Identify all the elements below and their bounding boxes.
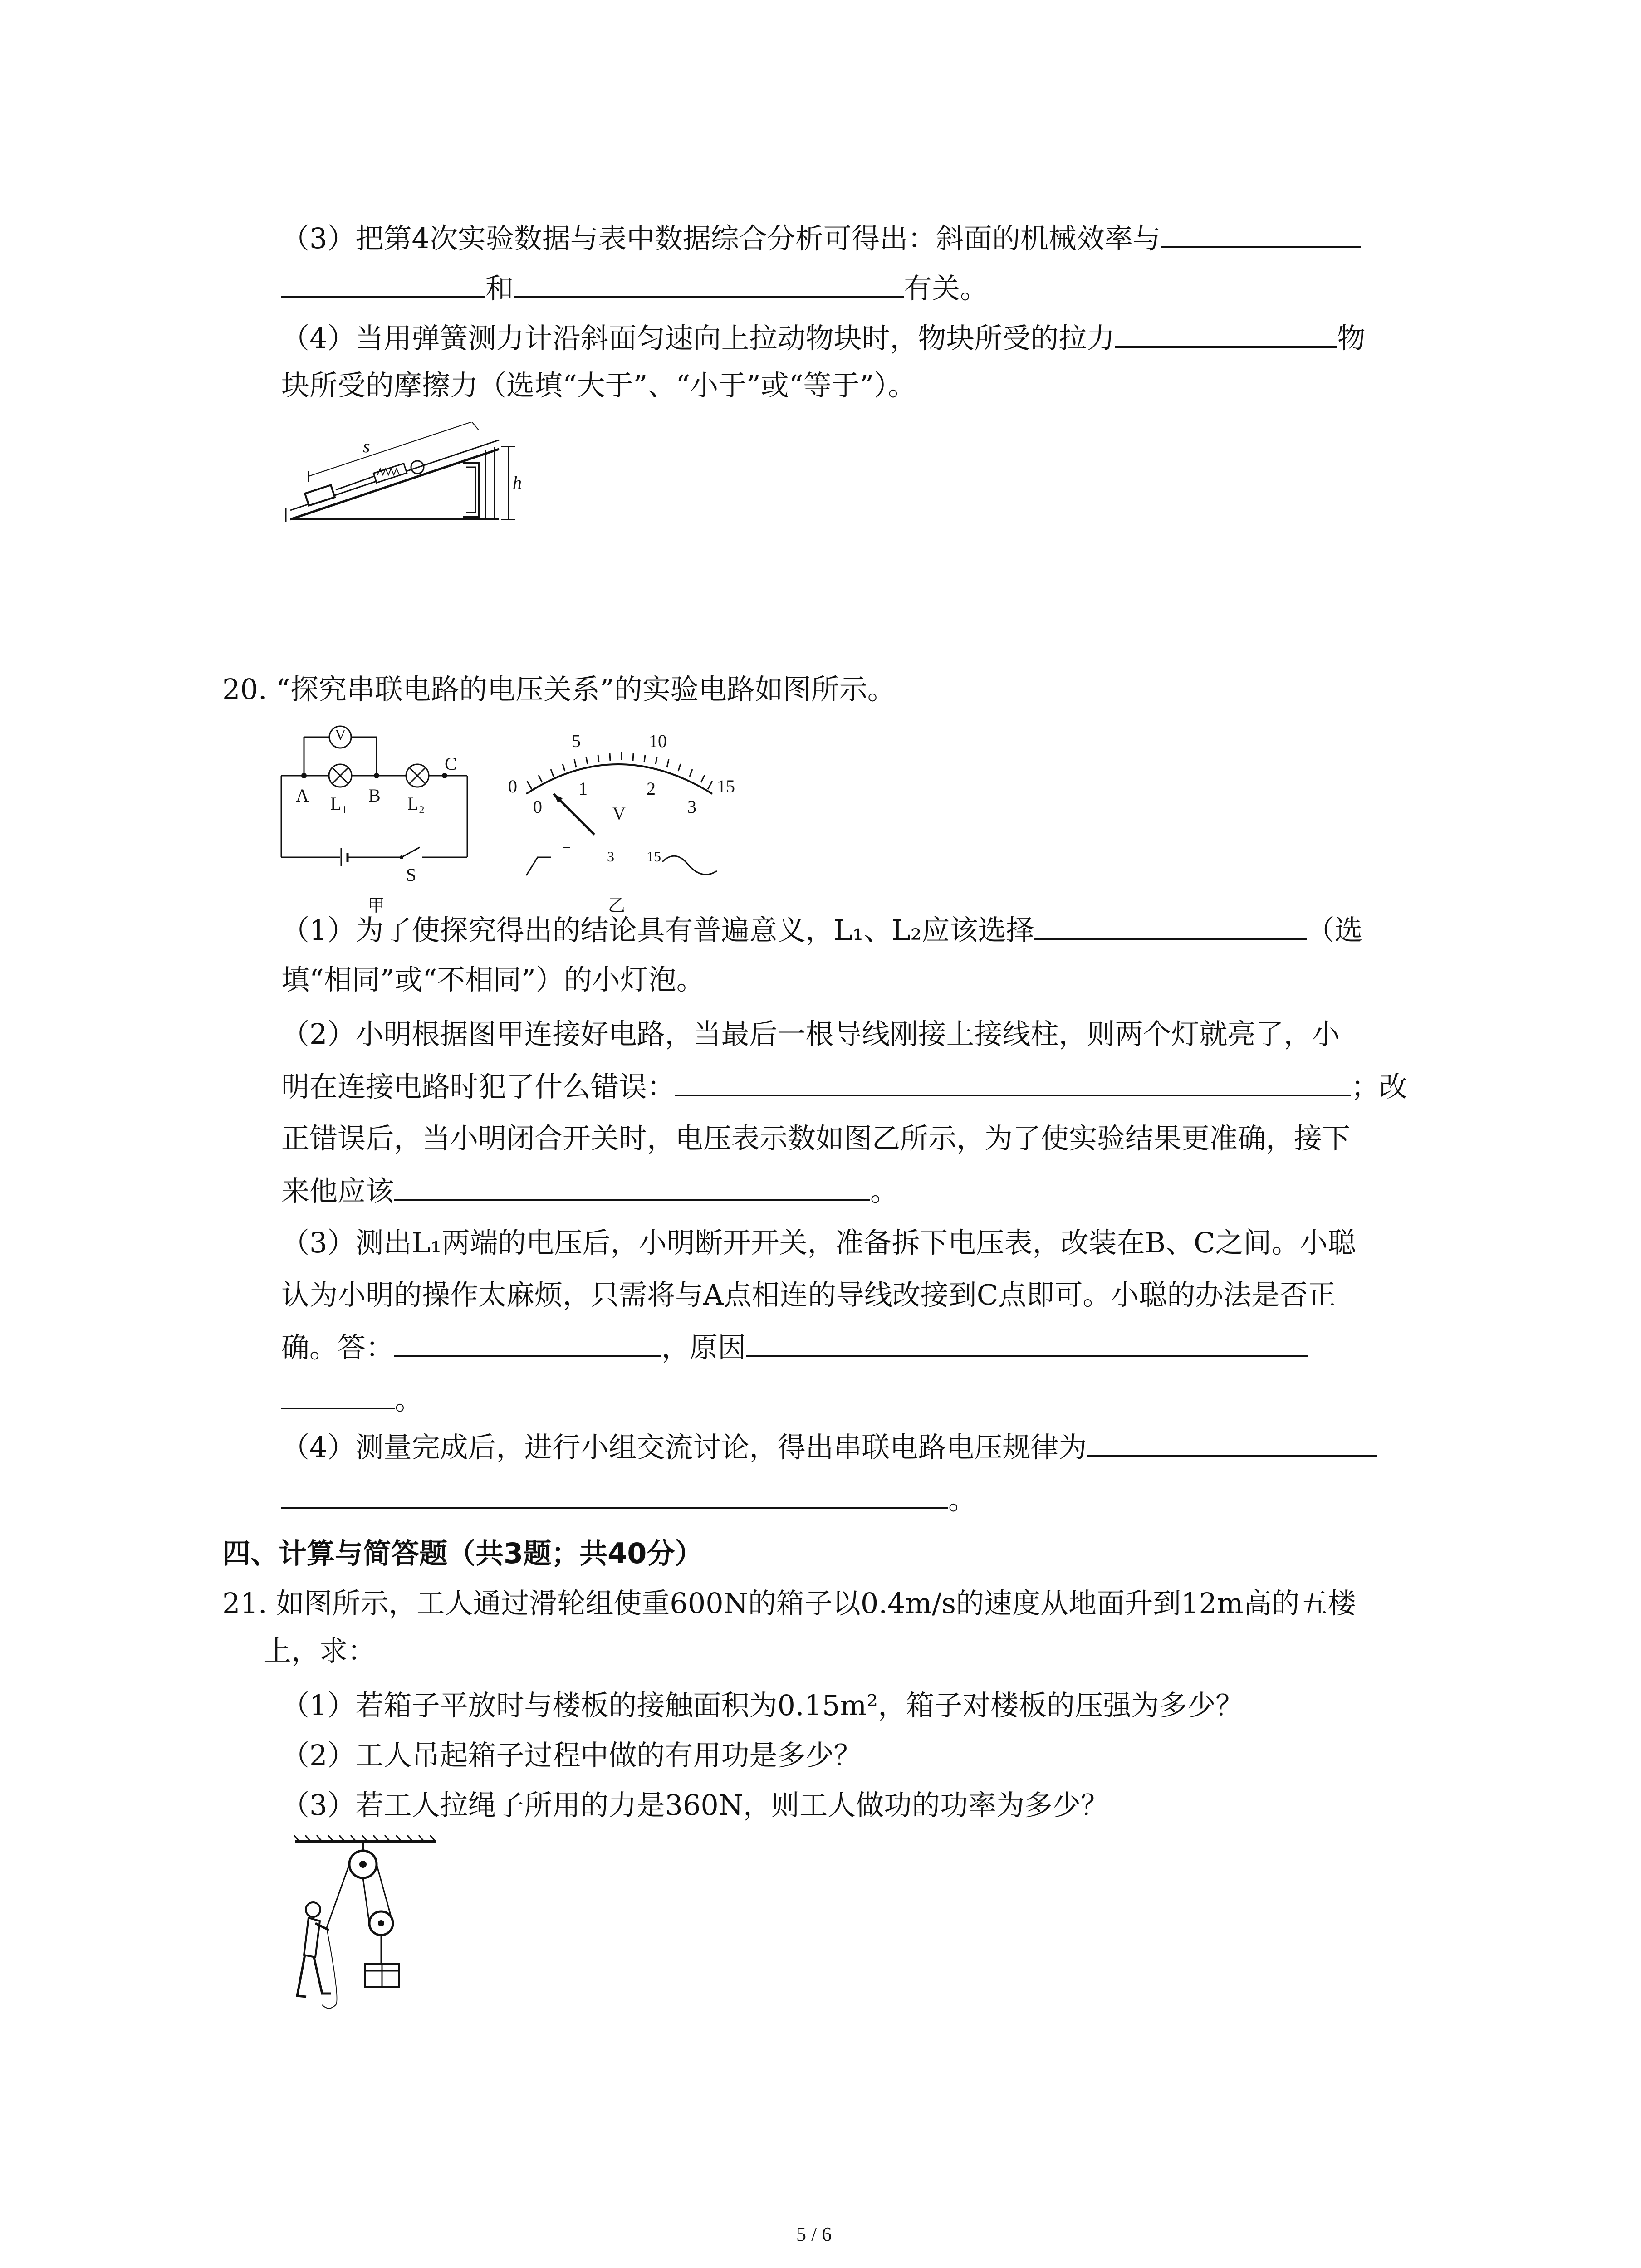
voltmeter-figure-yi: [499, 726, 753, 916]
dial-top-15: 15: [717, 776, 735, 797]
q19-part4-line2: [281, 367, 916, 404]
q20-part3-blank-1[interactable]: [394, 1329, 661, 1357]
q19-part3-blank-2[interactable]: [281, 270, 485, 298]
q20-part3-line1: [281, 1225, 1356, 1261]
q21-stem-line2: 上，求：: [263, 1634, 376, 1667]
incline-figure: [272, 422, 544, 531]
q20-part4-line2: [281, 1481, 976, 1518]
circuit-lamp-l2: L₂: [407, 793, 425, 814]
q20-part3-text-e: 。: [395, 1383, 423, 1416]
terminal-3: 3: [607, 848, 614, 865]
q20-part2-text-c: ；改: [1351, 1070, 1408, 1103]
q20-part1-text-a: （1）为了使探究得出的结论具有普遍意义，L₁、L₂应该选择: [281, 914, 1034, 947]
incline-drawing: [272, 422, 544, 531]
dial-unit-v: V: [612, 803, 626, 824]
q21-stem-line1: 21. 如图所示，工人通过滑轮组使重600N的箱子以0.4m/s的速度从地面升到12m高的五楼: [222, 1587, 1356, 1620]
circuit-drawing: [272, 712, 485, 916]
q20-part3-text-d: ，原因: [661, 1331, 746, 1364]
q19-part3-line2: [281, 270, 988, 307]
q20-part1-line2: [281, 962, 705, 998]
q20-part4-blank-1[interactable]: [1087, 1429, 1377, 1457]
figure-caption-yi: 乙: [608, 895, 626, 915]
dial-top-10: 10: [649, 731, 667, 751]
section-4-heading: 四、计算与简答题（共3题；共40分）: [222, 1537, 703, 1570]
incline-label-s: s: [363, 436, 370, 456]
q19-part4-line1: [281, 320, 1365, 357]
q20-part3-text-c: 确。答：: [281, 1331, 394, 1364]
q20-part3-blank-3[interactable]: [281, 1381, 395, 1409]
q21-part1: （1）若箱子平放时与楼板的接触面积为0.15m²，箱子对楼板的压强为多少？: [281, 1689, 1244, 1722]
q20-part3-blank-2[interactable]: [746, 1329, 1308, 1357]
dial-bottom-2: 2: [647, 778, 656, 799]
q20-part2-line3: [281, 1120, 1350, 1157]
circuit-figure-jia: [272, 712, 485, 916]
q19-part3-text-b: 和: [485, 272, 514, 305]
circuit-point-c: C: [445, 753, 457, 774]
terminal-15: 15: [647, 848, 661, 865]
circuit-switch-s: S: [406, 865, 416, 885]
q20-part4-blank-2[interactable]: [281, 1481, 948, 1509]
q19-part4-text-a: （4）当用弹簧测力计沿斜面匀速向上拉动物块时，物块所受的拉力: [281, 322, 1115, 355]
q20-part3-line4: [281, 1381, 423, 1418]
q21-part2: （2）工人吊起箱子过程中做的有用功是多少？: [281, 1739, 862, 1772]
q20-part1-text-b: （选: [1306, 914, 1363, 947]
q20-stem: 20. “探究串联电路的电压关系”的实验电路如图所示。: [222, 673, 896, 706]
q20-part3-text-b: 认为小明的操作太麻烦，只需将与A点相连的导线改接到C点即可。小聪的办法是否正: [281, 1278, 1336, 1311]
q20-part2-text-f: 。: [870, 1174, 899, 1207]
q20-part3-line2: [281, 1277, 1336, 1313]
q20-part2-text-d: 正错误后，当小明闭合开关时，电压表示数如图乙所示，为了使实验结果更准确，接下: [281, 1122, 1351, 1155]
figure-caption-jia: 甲: [367, 895, 385, 915]
dial-bottom-3: 3: [687, 797, 696, 817]
q20-part2-text-b: 明在连接电路时犯了什么错误：: [281, 1070, 676, 1103]
incline-label-h: h: [513, 472, 522, 493]
q20-part4-text-a: （4）测量完成后，进行小组交流讨论，得出串联电路电压规律为: [281, 1431, 1087, 1464]
q19-part4-blank[interactable]: [1115, 320, 1337, 348]
q20-part2-blank-2[interactable]: [394, 1173, 870, 1201]
pulley-figure: [272, 1833, 445, 2028]
circuit-voltmeter-label: V: [335, 727, 346, 743]
q20-part3-text-a: （3）测出L₁两端的电压后，小明断开开关，准备拆下电压表，改装在B、C之间。小聪: [281, 1226, 1356, 1259]
q20-part4-text-b: 。: [948, 1483, 977, 1516]
q20-part2-line2: [281, 1068, 1407, 1105]
q20-part3-line3: [281, 1329, 1308, 1366]
voltmeter-dial: [499, 726, 753, 916]
dial-bottom-0: 0: [533, 797, 542, 817]
circuit-point-b: B: [368, 785, 381, 806]
q20-part2-text-e: 来他应该: [281, 1174, 394, 1207]
q21-part3: （3）若工人拉绳子所用的力是360N，则工人做功的功率为多少？: [281, 1789, 1109, 1822]
q19-part3-blank-3[interactable]: [514, 270, 904, 298]
q19-part3-text-a: （3）把第4次实验数据与表中数据综合分析可得出：斜面的机械效率与: [281, 222, 1161, 255]
q20-part1-text-c: 填“相同”或“不相同”）的小灯泡。: [281, 963, 705, 996]
q19-part4-text-b: 物: [1337, 322, 1366, 355]
q20-part1-blank[interactable]: [1034, 912, 1307, 940]
q19-part3-text-c: 有关。: [904, 272, 989, 305]
q20-part2-line1: [281, 1016, 1340, 1052]
q20-part2-line4: [281, 1173, 898, 1209]
page-number: 5 / 6: [796, 2223, 832, 2245]
q20-part2-blank-1[interactable]: [675, 1068, 1351, 1096]
circuit-lamp-l1: L₁: [330, 793, 348, 814]
pulley-drawing: [272, 1833, 445, 2028]
q20-part2-text-a: （2）小明根据图甲连接好电路，当最后一根导线刚接上接线柱，则两个灯就亮了，小: [281, 1017, 1340, 1051]
q19-part4-text-c: 块所受的摩擦力（选填“大于”、“小于”或“等于”）。: [281, 369, 916, 402]
dial-top-0: 0: [508, 776, 517, 797]
q20-part1-line1: [281, 912, 1363, 948]
dial-top-5: 5: [572, 731, 581, 751]
q19-part3-blank-1[interactable]: [1161, 220, 1361, 248]
circuit-point-a: A: [296, 785, 309, 806]
terminal-minus: −: [563, 839, 571, 855]
q19-part3-line1: [281, 220, 1361, 257]
dial-bottom-1: 1: [578, 778, 588, 799]
q20-part4-line1: [281, 1429, 1377, 1466]
